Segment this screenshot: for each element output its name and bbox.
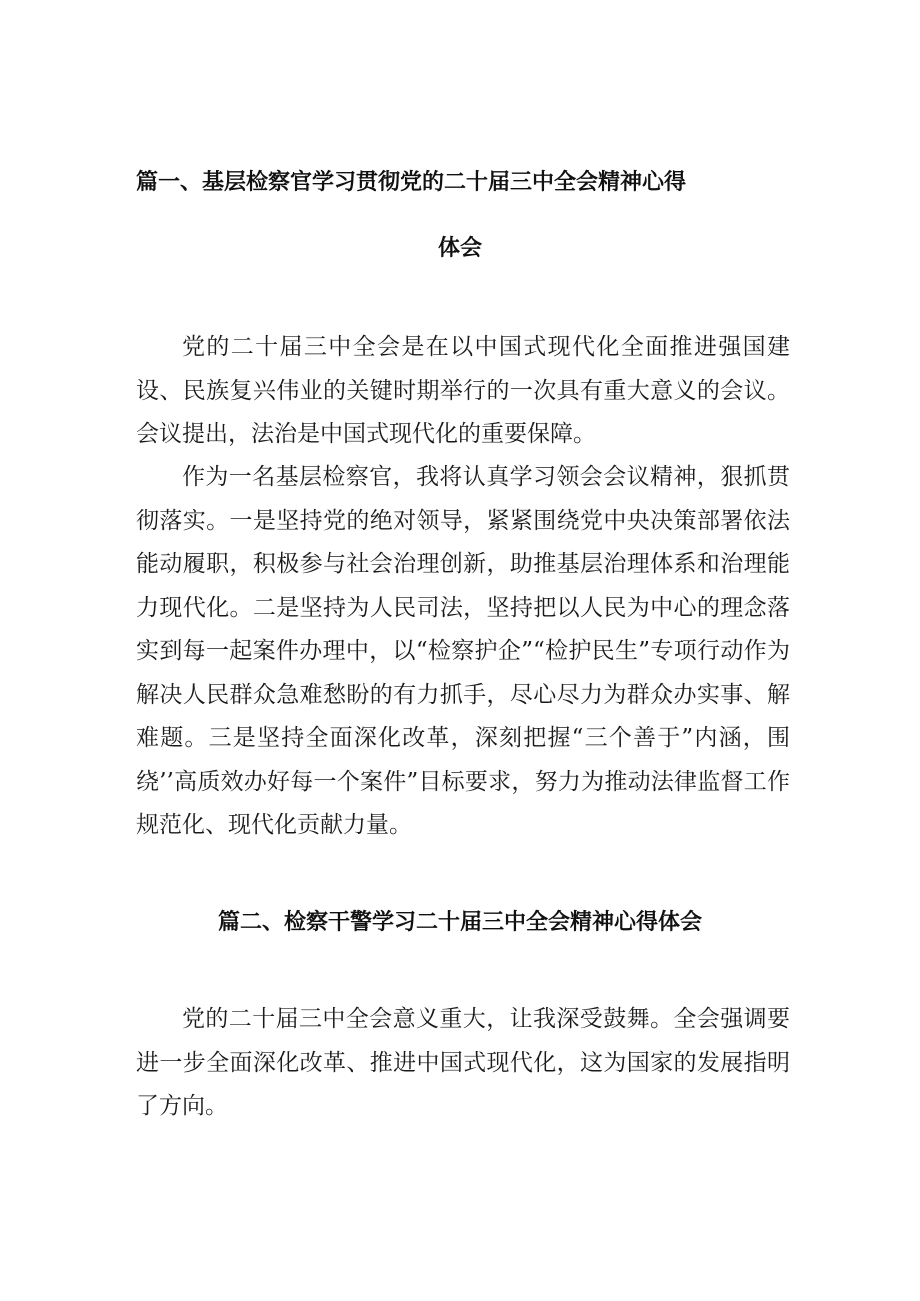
section1-paragraph-2: 作为一名基层检察官，我将认真学习领会会议精神，狠抓贯彻落实。一是坚持党的绝对领导，紧紧围绕党中央决策部署依法能动履职，积极参与社会治理创新，助推基层治理体系和治理能力现代化。二是坚持为人民司法，坚持把以人民为中心的理念落实到每一起案件办理中，以“检察护企”“检护民生”专项行动作为解决人民群众急难愁盼的有力抓手，尽心尽力为群众办实事、解难题。三是坚持全面深化改革，深刻把握“三个善于”内涵，围绕’’高质效办好每一个案件”目标要求，努力为推动法律监督工作规范化、现代化贡献力量。 — [136, 464, 790, 838]
section1-title-line1: 篇一、基层检察官学习贯彻党的二十届三中全会精神心得 — [136, 170, 687, 195]
section2-paragraph-1: 党的二十届三中全会意义重大，让我深受鼓舞。全会强调要进一步全面深化改革、推进中国式现代化，这为国家的发展指明了方向。 — [136, 1006, 790, 1119]
section1-paragraph-1: 党的二十届三中全会是在以中国式现代化全面推进强国建设、民族复兴伟业的关键时期举行的一次具有重大意义的会议。会议提出，法治是中国式现代化的重要保障。 — [136, 334, 790, 447]
section2-title: 篇二、检察干警学习二十届三中全会精神心得体会 — [217, 910, 702, 935]
section1-title-line2: 体会 — [437, 236, 482, 261]
